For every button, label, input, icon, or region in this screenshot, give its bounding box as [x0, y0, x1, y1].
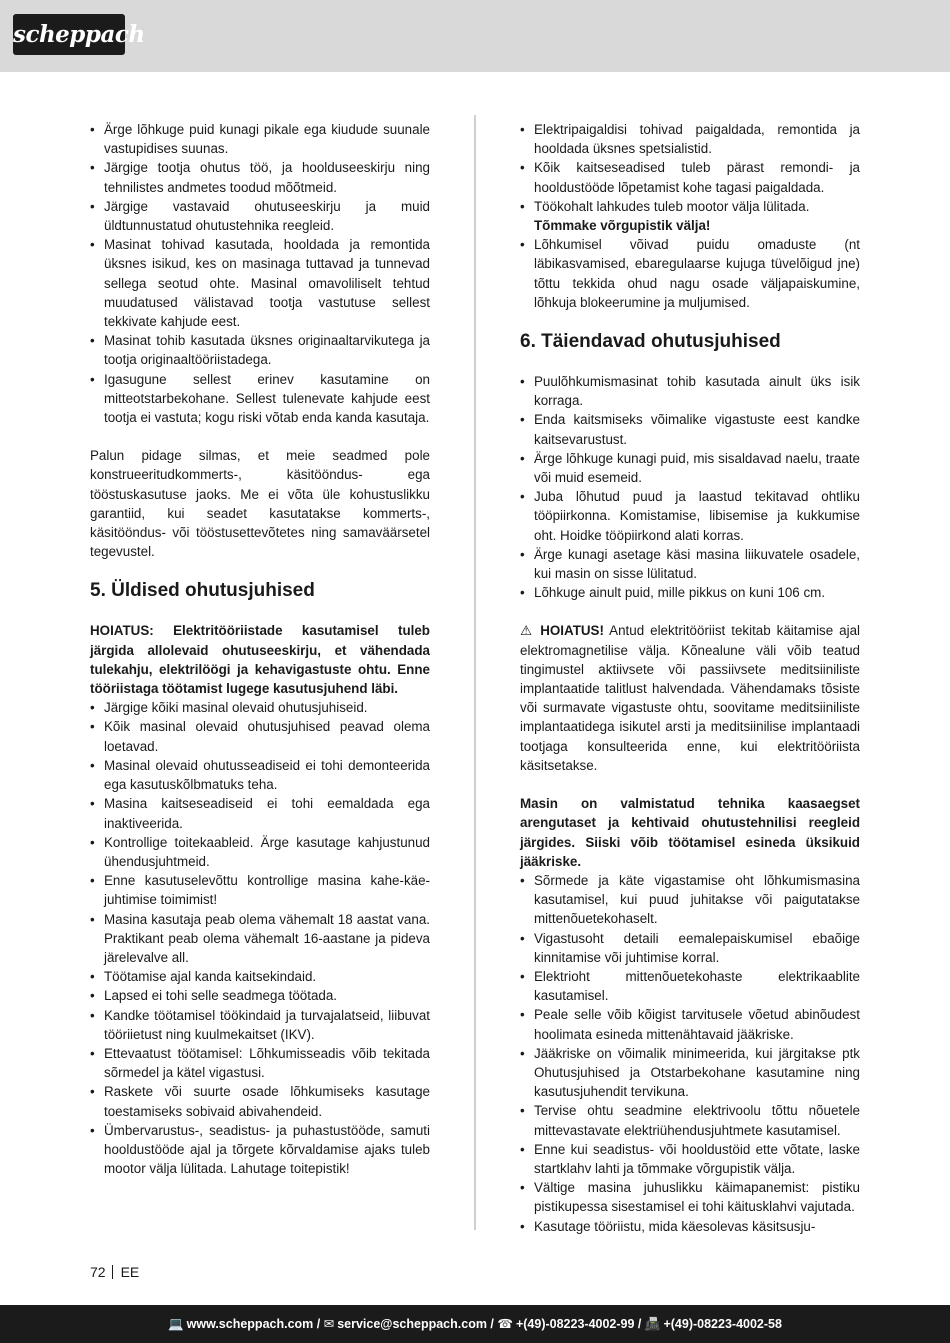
- list-item: • Kandke töötamisel töökindaid ja turvajalatseid, liibuvat tööriietust ning kuulmekaitset (IKV).: [90, 1006, 430, 1044]
- residual-risk-intro: Masin on valmistatud tehnika kaasaegset arengutaset ja kehtivaid ohutustehnilisi reegleid järgides. Siiski võib töötamisel esineda üksikuid jääkriske.: [520, 796, 860, 869]
- list-item: • Enne kasutuselevõttu kontrollige masina kahe-käe-juhtimise toimimist!: [90, 871, 430, 909]
- separator: /: [486, 1317, 498, 1331]
- additional-safety-list: [520, 372, 860, 602]
- list-item: • Ärge lõhkuge puid kunagi pikale ega kiudude suunale vastupidises suunas.: [90, 120, 430, 158]
- page-number: 72: [90, 1264, 106, 1280]
- list-item-text: Töökohalt lahkudes tuleb mootor välja lülitada.: [534, 198, 810, 214]
- general-safety-list: [90, 698, 430, 1178]
- list-item: • Lapsed ei tohi selle seadmega töötada.: [90, 986, 430, 1005]
- list-item: • Lõhkuge ainult puid, mille pikkus on kuni 106 cm.: [520, 583, 860, 602]
- header-bar: [0, 0, 950, 72]
- list-item: • Elektripaigaldisi tohivad paigaldada, remontida ja hooldada üksnes spetsialistid.: [520, 120, 860, 158]
- phone-number[interactable]: +(49)-08223-4002-99: [515, 1317, 635, 1331]
- general-warning: HOIATUS: Elektritööriistade kasutamisel tuleb järgida allolevaid ohutuseeskirju, et vähendada tulekahju, elektrilöögi ja kehavigastuste ohtu. Enne tööriistaga töötamist lugege kasutusjuhend läbi.: [90, 623, 430, 697]
- contact-bar: [0, 1305, 950, 1343]
- list-item: • Järgige vastavaid ohutuseeskirju ja muid üldtunnustatud ohutustehnika reegleid.: [90, 197, 430, 235]
- left-column: [90, 120, 430, 1178]
- list-item: • Järgige kõiki masinal olevaid ohutusjuhiseid.: [90, 698, 430, 717]
- list-item: • Igasugune sellest erinev kasutamine on mitteotstarbekohane. Sellest tulenevate kahjude eest tootja ei vastuta; kogu riski võtab enda kanda kasutaja.: [90, 370, 430, 428]
- list-item: • Juba lõhutud puud ja laastud tekitavad ohtliku tööpiirkonna. Komistamise, libisemise ja kukkumise oht. Hoidke tööpiirkond alati korras.: [520, 487, 860, 545]
- list-item: • Enda kaitsmiseks võimalike vigastuste eest kandke kaitsevarustust.: [520, 410, 860, 448]
- list-item: • Kõik kaitseseadised tuleb pärast remondi- ja hooldustööde lõpetamist kohe tagasi paigaldada.: [520, 158, 860, 196]
- emf-warning: [520, 621, 860, 775]
- separator: /: [634, 1317, 645, 1331]
- website-link[interactable]: www.scheppach.com: [186, 1317, 314, 1331]
- warning-label: HOIATUS!: [540, 623, 604, 639]
- list-item: • Lõhkumisel võivad puidu omaduste (nt läbikasvamised, ebaregulaarse kujuga tüvelõigud jne) tõttu tekkida ohud nagu osade väljapaiskumine, lõhkuja blokeerumine ja muljumised.: [520, 235, 860, 312]
- intro-bullet-list: [90, 120, 430, 427]
- emf-warning-text: Antud elektritööriist tekitab käitamise ajal elektromagnetilise välja. Kõnealune väli võib teatud tingimustel aktiivsete või passiivsete meditsiiniliste implantaatide talitlust halvendada. Vähendamaks tõsiste või surmavate vigastuste ohtu, soovitame meditsiiniliste implantaatidega isikutel arsti ja meditsiinilise implantaadi tootjaga konsulteerida enne, kui elektritööriista käsitsetakse.: [520, 623, 860, 773]
- list-item: • Kontrollige toitekaableid. Ärge kasutage kahjustunud ühendusjuhtmeid.: [90, 833, 430, 871]
- mail-icon: ✉: [323, 1317, 335, 1331]
- list-item: • Töötamise ajal kanda kaitsekindaid.: [90, 967, 430, 986]
- language-code: EE: [120, 1264, 140, 1280]
- list-item: • Ärge kunagi asetage käsi masina liikuvatele osadele, kui masin on sisse lülitatud.: [520, 545, 860, 583]
- list-item: [520, 197, 860, 235]
- list-item: • Elektrioht mittenõuetekohaste elektrikaablite kasutamisel.: [520, 967, 860, 1005]
- list-item: • Vältige masina juhuslikku käimapanemist: pistiku pistikupessa sisestamisel ei tohi käitusklahvi vajutada.: [520, 1178, 860, 1216]
- list-item: • Ümbervarustus-, seadistus- ja puhastustööde, samuti hooldustööde ajal ja tõrgete kõrvaldamise ajaks tuleb mootor välja lülitada. Lahutage toitepistik!: [90, 1121, 430, 1179]
- electrical-bullet-list: [520, 120, 860, 312]
- right-column: [520, 120, 860, 1236]
- page-footer: [90, 1264, 139, 1280]
- phone-icon: ☎: [497, 1317, 513, 1331]
- section-heading-6: 6. Täiendavad ohutusjuhised: [520, 331, 781, 353]
- list-item: • Masinal olevaid ohutusseadiseid ei tohi demonteerida ega kasutuskõlbmatuks teha.: [90, 756, 430, 794]
- footer-separator: [112, 1265, 113, 1279]
- list-item: • Tervise ohtu seadmine elektrivoolu tõttu nõuetele mittevastavate elektriühendusjuhtmete kasutamisel.: [520, 1101, 860, 1139]
- list-item: • Puulõhkumismasinat tohib kasutada ainult üks isik korraga.: [520, 372, 860, 410]
- fax-icon: 📠: [644, 1317, 661, 1331]
- list-item: • Raskete või suurte osade lõhkumiseks kasutage toestamiseks sobivaid abivahendeid.: [90, 1082, 430, 1120]
- residual-risk-list: [520, 871, 860, 1236]
- computer-icon: 💻: [168, 1317, 184, 1331]
- list-item: • Kasutage tööriistu, mida käesolevas käsitsusju-: [520, 1217, 860, 1236]
- email-link[interactable]: service@scheppach.com: [337, 1317, 487, 1331]
- list-item: • Järgige tootja ohutus töö, ja hoolduseeskirju ning tehnilistes andmetes toodud mõõtmeid.: [90, 158, 430, 196]
- list-item: • Vigastusoht detaili eemalepaiskumisel ebaõige kinnitamise või juhtimise korral.: [520, 929, 860, 967]
- list-item: • Masinat tohib kasutada üksnes originaaltarvikutega ja tootja originaaltööriistadega.: [90, 331, 430, 369]
- list-item: • Enne kui seadistus- või hooldustöid ette võtate, laske startklahv lahti ja tõmmake võrgupistik välja.: [520, 1140, 860, 1178]
- list-item: • Ärge lõhkuge kunagi puid, mis sisaldavad naelu, traate või muid esemeid.: [520, 449, 860, 487]
- scheppach-logo[interactable]: scheppach: [13, 14, 125, 55]
- unplug-instruction: Tõmmake võrgupistik välja!: [534, 218, 711, 234]
- fax-number: +(49)-08223-4002-58: [663, 1317, 782, 1331]
- list-item: • Peale selle võib kõigist tarvitusele võetud abinõudest hoolimata esineda mittenähtavaid jääkriske.: [520, 1005, 860, 1043]
- commercial-use-note: Palun pidage silmas, et meie seadmed pole konstrueeritudkommerts-, käsitööndus- ega tööstuskasutuse jaoks. Me ei võta üle kohustuslikku garantiid, kui seadet kasutatakse kommerts-, käsitööndus- või tööstusettevõtetes ning samaväärsetel tegevustel.: [90, 448, 430, 560]
- separator: /: [313, 1317, 324, 1331]
- list-item: • Kõik masinal olevaid ohutusjuhised peavad olema loetavad.: [90, 717, 430, 755]
- list-item: • Jääkriske on võimalik minimeerida, kui järgitakse ptk Ohutusjuhised ja Otstarbekohane kasutamine ning kasutusjuhendit tervikuna.: [520, 1044, 860, 1102]
- list-item: • Masinat tohivad kasutada, hooldada ja remontida üksnes isikud, kes on masinaga tuttavad ja tunnevad sellega seotud ohte. Masinal omavoliliselt tehtud muudatused välistavad tootja vastutuse sellest tekkivate kahjude eest.: [90, 235, 430, 331]
- list-item: • Masina kaitseseadiseid ei tohi eemaldada ega inaktiveerida.: [90, 794, 430, 832]
- list-item: • Masina kasutaja peab olema vähemalt 18 aastat vana. Praktikant peab olema vähemalt 16-aastane ja pideva järelevalve all.: [90, 910, 430, 968]
- list-item: • Ettevaatust töötamisel: Lõhkumisseadis võib tekitada sõrmedel ja kätel vigastusi.: [90, 1044, 430, 1082]
- warning-triangle-icon: ⚠: [520, 623, 535, 639]
- section-heading-5: 5. Üldised ohutusjuhised: [90, 580, 315, 602]
- list-item: • Sõrmede ja käte vigastamise oht lõhkumismasina kasutamisel, kui puud juhitakse või paigutatakse mittenõuetekohaselt.: [520, 871, 860, 929]
- column-divider: [474, 115, 476, 1230]
